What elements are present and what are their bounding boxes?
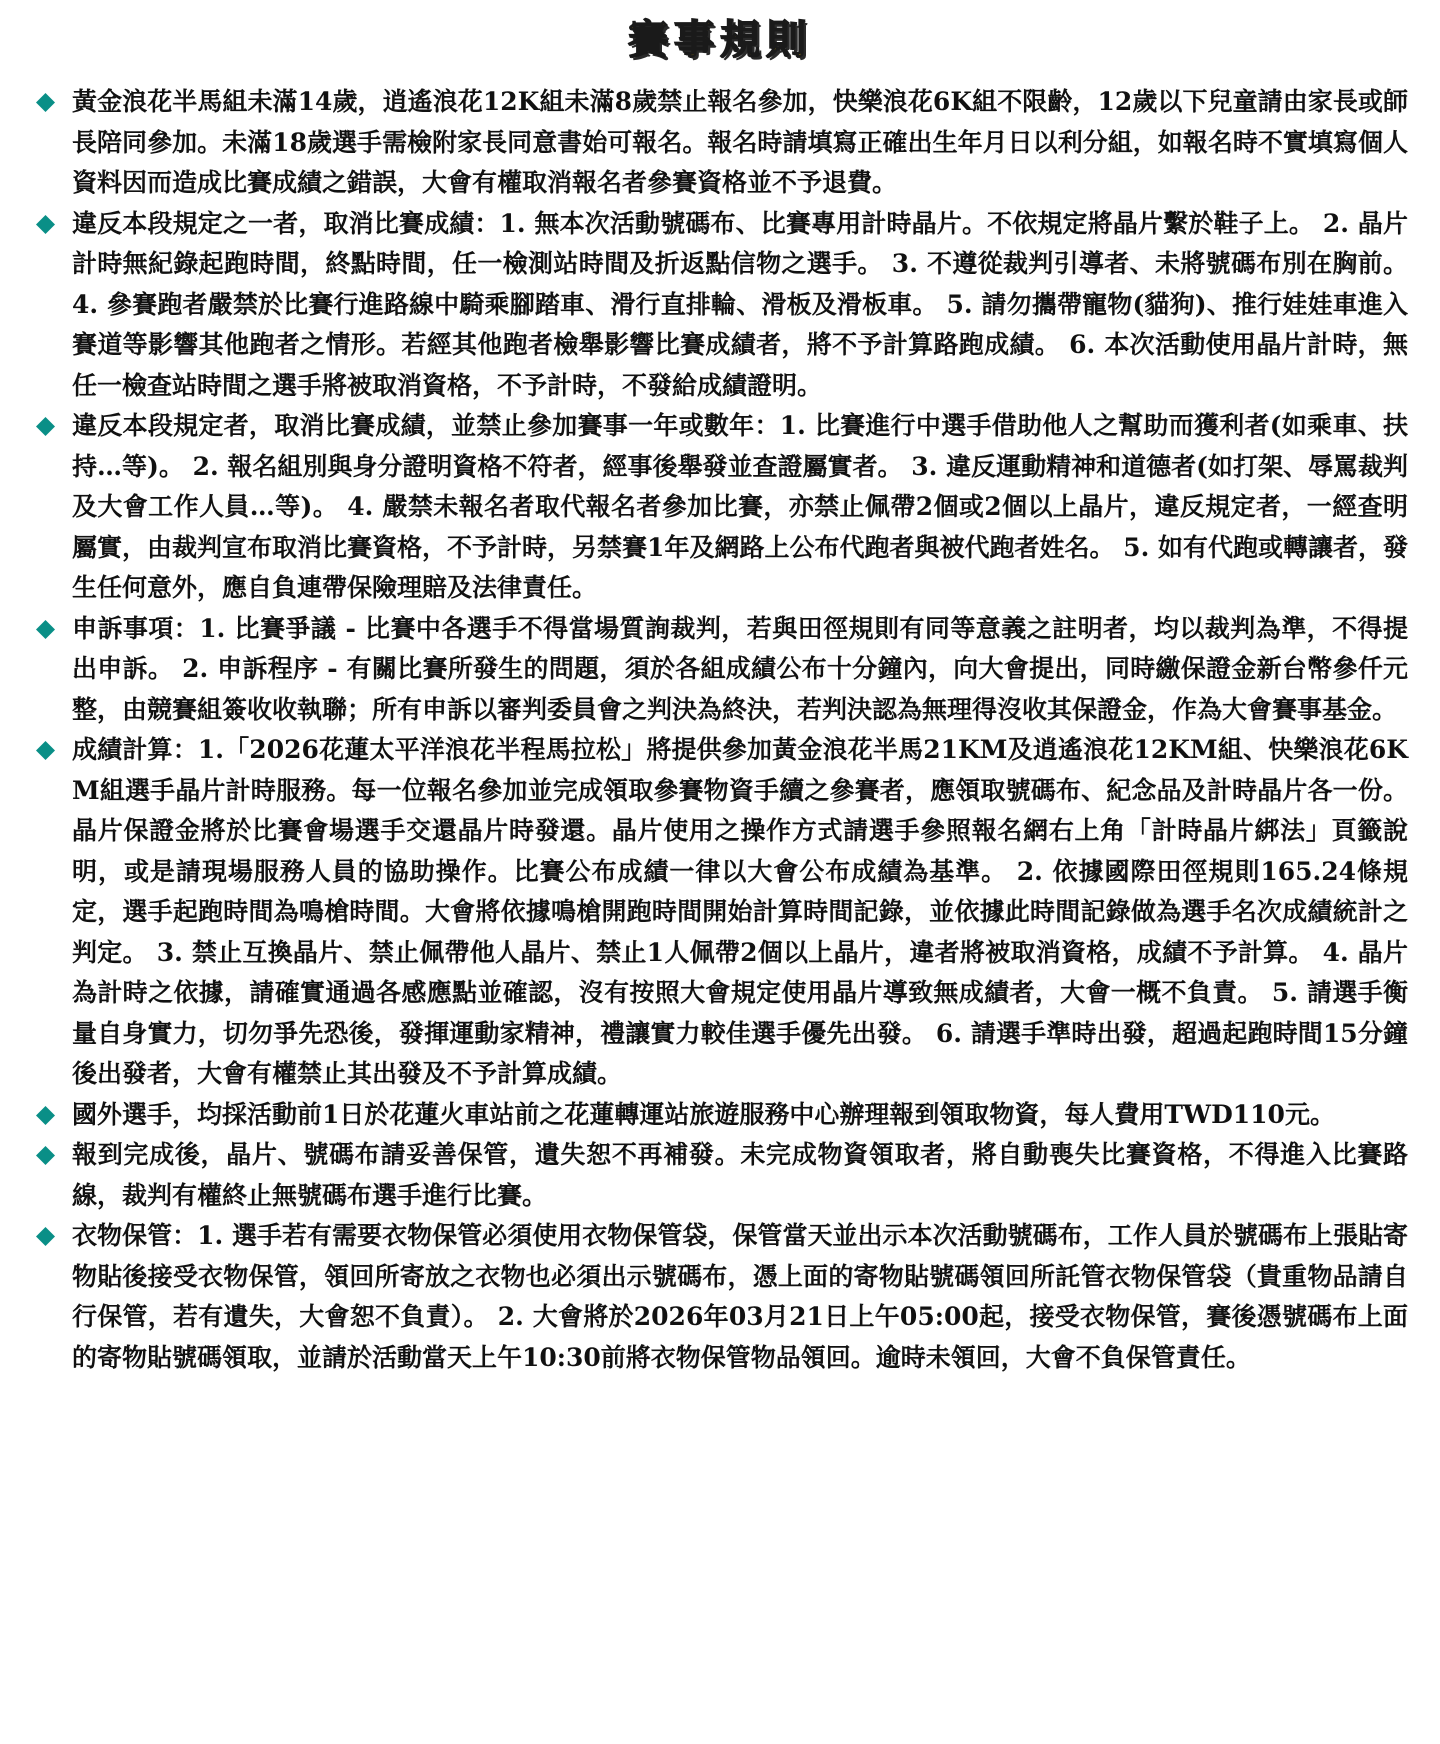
diamond-bullet-icon (36, 1146, 55, 1165)
rule-item-4 (32, 609, 1408, 731)
rule-item-7 (32, 1135, 1408, 1216)
rule-text: 衣物保管：1. 選手若有需要衣物保管必須使用衣物保管袋，保管當天並出示本次活動號碼布，工作人員於號碼布上張貼寄物貼後接受衣物保管，領回所寄放之衣物也必須出示號碼布，憑上面的寄物貼號碼領回所託管衣物保管袋（貴重物品請自行保管，若有遺失，大會恕不負責）。 2. 大會將於2026年03月21日上午05:00起，接受衣物保管，賽後憑號碼布上面的寄物貼號碼領取，並請於活動當天上午10:30前將衣物保管物品領回。逾時未領回，大會不負保管責任。 (72, 1221, 1408, 1372)
diamond-bullet-icon (36, 417, 55, 436)
page-title: 賽事規則 (628, 17, 812, 63)
rule-item-3 (32, 406, 1408, 609)
rule-text: 成績計算：1.「2026花蓮太平洋浪花半程馬拉松」將提供參加黃金浪花半馬21KM及逍遙浪花12KM組、快樂浪花6KM組選手晶片計時服務。每一位報名參加並完成領取參賽物資手續之參賽者，應領取號碼布、紀念品及計時晶片各一份。晶片保證金將於比賽會場選手交還晶片時發還。晶片使用之操作方式請選手參照報名網右上角「計時晶片綁法」頁籤說明，或是請現場服務人員的協助操作。比賽公布成績一律以大會公布成績為基準。 2. 依據國際田徑規則165.24條規定，選手起跑時間為鳴槍時間。大會將依據鳴槍開跑時間開始計算時間記錄，並依據此時間記錄做為選手名次成績統計之判定。 3. 禁止互換晶片、禁止佩帶他人晶片、禁止1人佩帶2個以上晶片，違者將被取消資格，成績不予計算。 4. 晶片為計時之依據，請確實通過各感應點並確認，沒有按照大會規定使用晶片導致無成績者，大會一概不負責。 5. 請選手衡量自身實力，切勿爭先恐後，發揮運動家精神，禮讓實力較佳選手優先出發。 6. 請選手準時出發，超過起跑時間15分鐘後出發者，大會有權禁止其出發及不予計算成績。 (72, 735, 1408, 1088)
rule-item-8 (32, 1216, 1408, 1378)
rule-item-2 (32, 204, 1408, 407)
rule-text: 報到完成後，晶片、號碼布請妥善保管，遺失恕不再補發。未完成物資領取者，將自動喪失比賽資格，不得進入比賽路線，裁判有權終止無號碼布選手進行比賽。 (72, 1140, 1408, 1210)
rule-item-1 (32, 82, 1408, 204)
rule-text: 國外選手，均採活動前1日於花蓮火車站前之花蓮轉運站旅遊服務中心辦理報到領取物資，每人費用TWD110元。 (72, 1099, 1335, 1129)
rule-text: 違反本段規定者，取消比賽成績，並禁止參加賽事一年或數年：1. 比賽進行中選手借助他人之幫助而獲利者(如乘車、扶持…等)。 2. 報名組別與身分證明資格不符者，經事後舉發並查證屬實者。 3. 違反運動精神和道德者(如打架、辱罵裁判及大會工作人員…等)。 4. 嚴禁未報名者取代報名者參加比賽，亦禁止佩帶2個或2個以上晶片，違反規定者，一經查明屬實，由裁判宣布取消比賽資格，不予計時，另禁賽1年及網路上公布代跑者與被代跑者姓名。 5. 如有代跑或轉讓者，發生任何意外，應自負連帶保險理賠及法律責任。 (72, 411, 1408, 602)
diamond-bullet-icon (36, 620, 55, 639)
rule-item-5 (32, 730, 1408, 1095)
rule-item-6 (32, 1095, 1408, 1136)
title-wrap (0, 14, 1440, 66)
rule-text: 違反本段規定之一者，取消比賽成績：1. 無本次活動號碼布、比賽專用計時晶片。不依規定將晶片繫於鞋子上。 2. 晶片計時無紀錄起跑時間，終點時間，任一檢測站時間及折返點信物之選手。 3. 不遵從裁判引導者、未將號碼布別在胸前。 4. 參賽跑者嚴禁於比賽行進路線中騎乘腳踏車、滑行直排輪、滑板及滑板車。 5. 請勿攜帶寵物(貓狗)、推行娃娃車進入賽道等影響其他跑者之情形。若經其他跑者檢舉影響比賽成績者，將不予計算路跑成績。 6. 本次活動使用晶片計時，無任一檢查站時間之選手將被取消資格，不予計時，不發給成績證明。 (72, 208, 1408, 400)
rules-list (32, 82, 1408, 1378)
rule-text: 黃金浪花半馬組未滿14歲，逍遙浪花12K組未滿8歲禁止報名參加，快樂浪花6K組不限齡，12歲以下兒童請由家長或師長陪同參加。未滿18歲選手需檢附家長同意書始可報名。報名時請填寫正確出生年月日以利分組，如報名時不實填寫個人資料因而造成比賽成績之錯誤，大會有權取消報名者參賽資格並不予退費。 (72, 87, 1408, 197)
rule-text: 申訴事項：1. 比賽爭議 - 比賽中各選手不得當場質詢裁判，若與田徑規則有同等意義之註明者，均以裁判為準，不得提出申訴。 2. 申訴程序 - 有關比賽所發生的問題，須於各組成績公布十分鐘內，向大會提出，同時繳保證金新台幣參仟元整，由競賽組簽收收執聯；所有申訴以審判委員會之判決為終決，若判決認為無理得沒收其保證金，作為大會賽事基金。 (72, 613, 1408, 724)
diamond-bullet-icon (36, 215, 55, 234)
diamond-bullet-icon (36, 93, 55, 112)
diamond-bullet-icon (36, 1106, 55, 1125)
diamond-bullet-icon (36, 1227, 55, 1246)
diamond-bullet-icon (36, 741, 55, 760)
